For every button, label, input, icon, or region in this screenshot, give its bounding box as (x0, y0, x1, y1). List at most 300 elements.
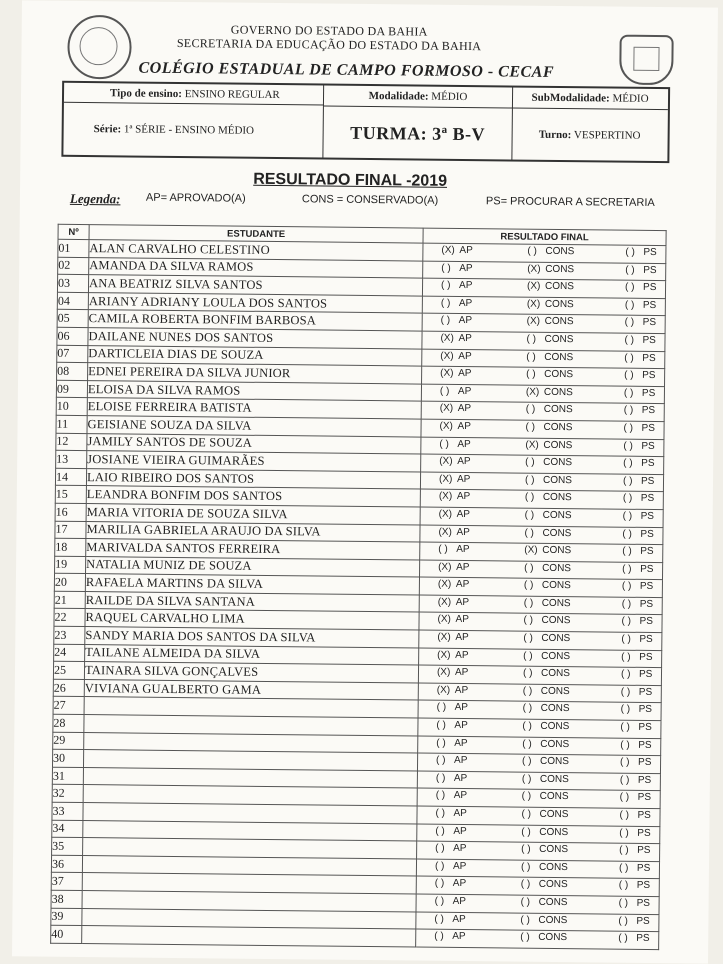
option-label: PS (638, 669, 653, 681)
result-option-ps[interactable] (625, 299, 656, 310)
result-option-cons[interactable] (527, 298, 574, 309)
student-name: RAFAELA MARTINS DA SILVA (85, 574, 419, 595)
result-option-ap[interactable] (436, 773, 467, 784)
result-option-ap[interactable] (440, 386, 471, 397)
empty-box-icon: ( ) (622, 563, 632, 575)
result-option-ps[interactable] (623, 458, 654, 469)
result-option-ps[interactable] (619, 862, 650, 873)
row-number: 32 (52, 785, 83, 803)
option-label: PS (637, 792, 652, 804)
result-option-ps[interactable] (624, 387, 655, 398)
student-name: EDNEI PEREIRA DA SILVA JUNIOR (88, 363, 422, 384)
result-option-ps[interactable] (623, 475, 654, 486)
result-option-ap[interactable] (435, 861, 466, 872)
row-number: 02 (58, 257, 89, 275)
empty-box-icon: ( ) (521, 808, 532, 820)
result-option-ap[interactable] (439, 491, 470, 502)
empty-box-icon: ( ) (621, 651, 631, 663)
empty-box-icon: ( ) (620, 721, 630, 733)
result-option-ps[interactable] (621, 687, 652, 698)
empty-box-icon: ( ) (619, 844, 629, 856)
empty-box-icon: ( ) (435, 790, 446, 802)
result-option-cons[interactable] (523, 650, 570, 661)
option-label: PS (639, 633, 653, 646)
empty-box-icon: ( ) (521, 791, 532, 803)
option-label: AP (456, 473, 471, 485)
empty-box-icon: ( ) (520, 879, 531, 891)
empty-box-icon: ( ) (434, 930, 444, 942)
empty-box-icon: ( ) (620, 686, 631, 698)
result-option-cons[interactable] (522, 738, 569, 749)
empty-box-icon: ( ) (436, 754, 446, 767)
student-name: RAQUEL CARVALHO LIMA (85, 609, 419, 630)
option-label: PS (640, 475, 655, 487)
option-label: PS (636, 915, 650, 927)
result-option-cons[interactable] (524, 562, 571, 573)
empty-box-icon: ( ) (526, 368, 536, 380)
row-number: 36 (51, 855, 82, 873)
row-number: 06 (57, 327, 88, 345)
option-label: CONS (541, 580, 571, 592)
result-option-cons[interactable] (525, 492, 572, 503)
option-label: AP (455, 579, 470, 591)
result-option-cons[interactable] (521, 844, 568, 855)
option-label: PS (639, 616, 653, 628)
result-option-ps[interactable] (619, 810, 650, 821)
result-option-ap[interactable] (441, 245, 472, 256)
result-option-ap[interactable] (438, 544, 469, 555)
option-label: AP (456, 491, 471, 503)
student-name: ALAN CARVALHO CELESTINO (89, 240, 423, 261)
option-label: PS (641, 440, 655, 452)
result-option-ap[interactable] (439, 473, 470, 484)
result-option-ap[interactable] (436, 790, 467, 801)
empty-box-icon: ( ) (435, 825, 445, 837)
empty-box-icon: ( ) (522, 667, 533, 679)
empty-box-icon: ( ) (434, 895, 445, 907)
result-option-cons[interactable] (527, 281, 574, 292)
row-number: 03 (57, 274, 88, 292)
option-label: PS (638, 704, 653, 716)
result-option-ps[interactable] (620, 757, 651, 768)
result-option-ps[interactable] (624, 405, 655, 416)
empty-box-icon: ( ) (625, 246, 635, 258)
result-option-cons[interactable] (520, 932, 567, 943)
row-number: 28 (53, 714, 84, 732)
result-option-ap[interactable] (435, 808, 466, 819)
empty-box-icon: ( ) (619, 774, 630, 786)
option-label: AP (457, 456, 471, 468)
option-label: CONS (540, 703, 570, 715)
result-option-cons[interactable] (527, 316, 574, 327)
empty-box-icon: ( ) (435, 772, 446, 784)
result-option-ps[interactable] (619, 880, 650, 891)
option-label: CONS (540, 756, 570, 768)
empty-box-icon: ( ) (521, 826, 531, 838)
result-option-ps[interactable] (625, 264, 656, 275)
result-sheet (12, 0, 718, 963)
option-label: PS (637, 827, 651, 839)
result-option-cons[interactable] (522, 791, 569, 802)
result-options (416, 929, 659, 949)
option-label: PS (642, 299, 657, 311)
row-number: 26 (53, 679, 84, 697)
result-option-cons[interactable] (524, 598, 571, 609)
result-option-ps[interactable] (622, 546, 653, 557)
result-option-ps[interactable] (625, 317, 656, 328)
result-option-ps[interactable] (625, 282, 656, 293)
empty-box-icon: ( ) (523, 597, 534, 609)
result-option-ap[interactable] (438, 597, 469, 608)
result-option-ps[interactable] (620, 792, 651, 803)
result-option-ap[interactable] (436, 737, 467, 748)
row-number: 14 (55, 468, 86, 486)
result-option-cons[interactable] (521, 879, 568, 890)
result-option-ps[interactable] (620, 774, 651, 785)
student-name: ARIANY ADRIANY LOULA DOS SANTOS (88, 292, 422, 313)
option-label: PS (638, 757, 652, 769)
result-option-ps[interactable] (623, 511, 654, 522)
checked-box-icon: (X) (526, 298, 541, 310)
result-option-cons[interactable] (523, 615, 570, 626)
option-label: AP (455, 596, 470, 608)
result-option-ap[interactable] (437, 632, 468, 643)
checked-box-icon: (X) (441, 244, 455, 256)
checked-box-icon: (X) (524, 544, 538, 556)
legend (70, 191, 690, 215)
result-option-ap[interactable] (436, 720, 467, 731)
result-option-cons[interactable] (522, 756, 569, 767)
result-option-ps[interactable] (620, 739, 651, 750)
result-option-ps[interactable] (619, 898, 650, 909)
checked-box-icon: (X) (436, 684, 451, 696)
option-label: PS (639, 651, 653, 663)
row-number: 29 (53, 732, 84, 750)
result-option-cons[interactable] (527, 263, 574, 274)
result-option-ps[interactable] (622, 528, 653, 539)
result-option-ap[interactable] (437, 685, 468, 696)
result-option-cons[interactable] (520, 914, 567, 925)
empty-box-icon: ( ) (436, 702, 447, 714)
row-number: 34 (52, 820, 83, 838)
row-number: 23 (54, 626, 85, 644)
result-option-ps[interactable] (621, 616, 652, 627)
empty-box-icon: ( ) (520, 896, 531, 908)
result-option-cons[interactable] (524, 527, 571, 538)
option-label: PS (639, 598, 654, 610)
result-option-ap[interactable] (440, 403, 471, 414)
option-label: PS (642, 370, 656, 382)
checked-box-icon: (X) (436, 666, 451, 679)
option-label: PS (641, 422, 655, 434)
empty-box-icon: ( ) (623, 440, 633, 452)
result-option-ap[interactable] (436, 755, 467, 766)
option-label: CONS (545, 245, 575, 258)
row-number: 01 (58, 239, 89, 257)
empty-box-icon: ( ) (620, 668, 631, 681)
option-label: CONS (543, 386, 573, 398)
student-name: ANA BEATRIZ SILVA SANTOS (88, 275, 422, 296)
row-number: 17 (55, 521, 86, 539)
student-name: RAILDE DA SILVA SANTANA (85, 591, 419, 612)
student-name: ELOISE FERREIRA BATISTA (87, 398, 421, 419)
option-label: PS (636, 932, 650, 945)
row-number: 30 (52, 749, 83, 767)
student-name: JAMILY SANTOS DE SOUZA (87, 433, 421, 454)
empty-box-icon: ( ) (618, 932, 628, 944)
result-option-ap[interactable] (438, 579, 469, 590)
option-label: CONS (539, 844, 569, 856)
result-option-ps[interactable] (624, 352, 655, 363)
checked-box-icon: (X) (437, 631, 451, 643)
result-option-ap[interactable] (440, 350, 471, 361)
option-label: AP (454, 702, 469, 714)
option-label: AP (459, 244, 473, 257)
result-option-ap[interactable] (440, 421, 471, 432)
option-label: CONS (539, 826, 569, 838)
option-label: AP (458, 297, 473, 309)
empty-box-icon: ( ) (525, 421, 536, 433)
result-option-cons[interactable] (523, 703, 570, 714)
result-option-cons[interactable] (521, 809, 568, 820)
option-label: PS (642, 282, 657, 294)
checked-box-icon: (X) (526, 280, 541, 292)
option-label: PS (638, 686, 653, 698)
option-label: PS (642, 352, 656, 364)
row-number: 33 (52, 802, 83, 820)
result-option-ps[interactable] (618, 915, 649, 926)
result-option-ps[interactable] (624, 423, 655, 434)
option-label: AP (454, 737, 468, 749)
result-option-cons[interactable] (526, 386, 573, 397)
option-label: AP (457, 420, 471, 433)
result-option-ap[interactable] (437, 614, 468, 625)
empty-box-icon: ( ) (522, 738, 532, 750)
row-number: 24 (54, 644, 85, 662)
result-option-ps[interactable] (619, 845, 650, 856)
result-option-cons[interactable] (523, 668, 570, 679)
result-option-ps[interactable] (621, 704, 652, 715)
student-name: CAMILA ROBERTA BONFIM BARBOSA (88, 310, 422, 331)
option-label: PS (636, 897, 650, 909)
row-number: 08 (57, 362, 88, 380)
result-option-ap[interactable] (441, 315, 472, 326)
option-label: AP (454, 684, 469, 696)
empty-box-icon: ( ) (439, 385, 450, 397)
empty-box-icon: ( ) (523, 632, 533, 644)
option-label: AP (456, 526, 470, 538)
student-name: VIVIANA GUALBERTO GAMA (84, 679, 418, 700)
result-option-cons[interactable] (522, 773, 569, 784)
legend-ap: AP= APROVADO(A) (145, 191, 246, 205)
empty-box-icon: ( ) (526, 333, 537, 345)
result-option-cons[interactable] (527, 246, 574, 257)
empty-box-icon: ( ) (618, 915, 628, 927)
result-option-cons[interactable] (521, 861, 568, 872)
government-title: GOVERNO DO ESTADO DA BAHIA (230, 22, 428, 39)
result-option-ap[interactable] (435, 843, 466, 854)
result-option-cons[interactable] (526, 422, 573, 433)
result-option-cons[interactable] (526, 404, 573, 415)
option-label: CONS (542, 509, 572, 522)
option-label: AP (452, 860, 467, 872)
result-option-ps[interactable] (621, 634, 652, 645)
option-label: AP (454, 755, 468, 767)
option-label: PS (636, 862, 651, 874)
result-option-ps[interactable] (624, 370, 655, 381)
option-label: PS (637, 809, 651, 821)
row-number: 35 (52, 837, 83, 855)
result-title: RESULTADO FINAL -2019 (253, 170, 448, 190)
result-option-cons[interactable] (524, 545, 571, 556)
result-option-ps[interactable] (623, 493, 654, 504)
student-name: ELOISA DA SILVA RAMOS (87, 380, 421, 401)
option-label: AP (454, 667, 469, 679)
row-number: 21 (54, 591, 85, 609)
result-option-ap[interactable] (438, 561, 469, 572)
student-name (82, 926, 416, 947)
checked-box-icon: (X) (437, 649, 451, 661)
empty-box-icon: ( ) (438, 543, 448, 555)
result-option-ps[interactable] (619, 827, 650, 838)
result-option-ap[interactable] (441, 280, 472, 291)
option-label: CONS (541, 650, 571, 662)
checked-box-icon: (X) (438, 508, 453, 520)
result-option-ps[interactable] (623, 440, 654, 451)
result-option-ps[interactable] (625, 247, 656, 258)
row-number: 12 (56, 433, 87, 451)
option-label: CONS (541, 632, 571, 645)
option-label: CONS (542, 474, 572, 486)
result-option-ap[interactable] (441, 298, 472, 309)
result-option-ap[interactable] (435, 825, 466, 836)
option-label: CONS (540, 685, 570, 697)
option-label: AP (453, 790, 468, 802)
option-label: AP (457, 403, 472, 415)
checked-box-icon: (X) (439, 455, 453, 468)
result-option-ap[interactable] (437, 667, 468, 678)
student-name: GEISIANE SOUZA DA SILVA (87, 415, 421, 436)
result-option-ap[interactable] (434, 931, 465, 942)
result-option-cons[interactable] (522, 721, 569, 732)
result-option-ps[interactable] (622, 581, 653, 592)
empty-box-icon: ( ) (524, 527, 534, 539)
result-option-cons[interactable] (523, 633, 570, 644)
result-option-cons[interactable] (521, 826, 568, 837)
option-label: CONS (541, 597, 571, 610)
result-option-cons[interactable] (525, 457, 572, 468)
option-label: CONS (543, 421, 573, 434)
checked-box-icon: (X) (440, 367, 454, 380)
empty-box-icon: ( ) (526, 351, 536, 363)
empty-box-icon: ( ) (524, 509, 535, 521)
option-label: AP (455, 614, 469, 626)
empty-box-icon: ( ) (622, 528, 632, 540)
result-option-ps[interactable] (621, 669, 652, 680)
result-option-ps[interactable] (618, 933, 649, 944)
turma: TURMA: 3ª B-V (323, 106, 513, 161)
result-option-ap[interactable] (435, 878, 466, 889)
results-table (50, 224, 667, 950)
option-label: CONS (542, 562, 572, 574)
empty-box-icon: ( ) (618, 880, 629, 892)
result-option-cons[interactable] (524, 580, 571, 591)
option-label: AP (453, 807, 467, 820)
result-option-ap[interactable] (434, 913, 465, 924)
result-option-ps[interactable] (620, 722, 651, 733)
result-option-ps[interactable] (622, 599, 653, 610)
result-option-ap[interactable] (439, 509, 470, 520)
empty-box-icon: ( ) (520, 861, 531, 873)
option-label: AP (454, 719, 468, 732)
option-label: PS (640, 528, 654, 540)
checked-box-icon: (X) (525, 386, 540, 398)
student-name: AMANDA DA SILVA RAMOS (89, 257, 423, 278)
result-option-ap[interactable] (441, 262, 472, 273)
result-option-ap[interactable] (438, 526, 469, 537)
option-label: CONS (543, 404, 573, 416)
row-number: 05 (57, 310, 88, 328)
row-number: 15 (55, 486, 86, 504)
empty-box-icon: ( ) (522, 720, 532, 732)
option-label: AP (459, 262, 473, 274)
result-option-ap[interactable] (439, 438, 470, 449)
result-option-cons[interactable] (525, 510, 572, 521)
result-option-ap[interactable] (439, 456, 470, 467)
checked-box-icon: (X) (526, 316, 541, 328)
checked-box-icon: (X) (438, 526, 452, 538)
student-name: SANDY MARIA DOS SANTOS DA SILVA (85, 627, 419, 648)
result-option-cons[interactable] (521, 897, 568, 908)
empty-box-icon: ( ) (620, 739, 630, 751)
option-label: PS (641, 387, 656, 399)
option-label: PS (636, 880, 651, 892)
legend-ps: PS= PROCURAR A SECRETARIA (485, 195, 655, 209)
empty-box-icon: ( ) (436, 737, 446, 749)
empty-box-icon: ( ) (618, 897, 629, 909)
result-option-cons[interactable] (525, 439, 572, 450)
school-name: COLÉGIO ESTADUAL DE CAMPO FORMOSO - CECAF (138, 59, 555, 81)
empty-box-icon: ( ) (524, 474, 535, 486)
result-option-ap[interactable] (437, 702, 468, 713)
result-option-ps[interactable] (624, 335, 655, 346)
empty-box-icon: ( ) (434, 913, 444, 925)
row-number: 37 (51, 873, 82, 891)
empty-box-icon: ( ) (524, 491, 535, 504)
option-label: AP (452, 931, 466, 943)
empty-box-icon: ( ) (525, 456, 535, 468)
result-option-ps[interactable] (622, 563, 653, 574)
submodalidade: SubModalidade: MÉDIO (531, 91, 649, 105)
result-option-cons[interactable] (523, 685, 570, 696)
result-option-ps[interactable] (621, 651, 652, 662)
result-option-ap[interactable] (440, 368, 471, 379)
result-option-ap[interactable] (440, 333, 471, 344)
result-option-cons[interactable] (526, 369, 573, 380)
empty-box-icon: ( ) (520, 931, 530, 943)
result-option-cons[interactable] (526, 351, 573, 362)
empty-box-icon: ( ) (624, 299, 635, 311)
empty-box-icon: ( ) (434, 878, 445, 890)
result-option-cons[interactable] (526, 334, 573, 345)
result-option-ap[interactable] (435, 896, 466, 907)
result-option-ap[interactable] (437, 649, 468, 660)
option-label: AP (452, 895, 467, 908)
checked-box-icon: (X) (437, 579, 452, 591)
student-name: DARTICLEIA DIAS DE SOUZA (88, 345, 422, 366)
result-option-cons[interactable] (525, 474, 572, 485)
legend-cons: CONS = CONSERVADO(A) (301, 193, 439, 207)
